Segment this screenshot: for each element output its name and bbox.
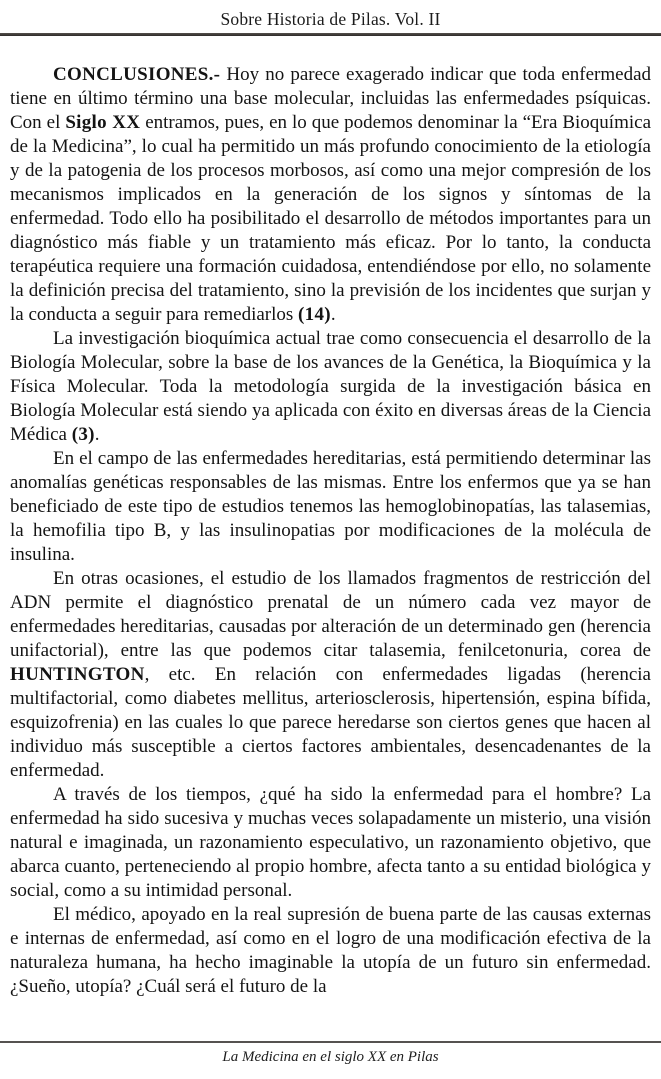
header-divider	[0, 33, 661, 36]
paragraph	[10, 903, 651, 999]
paragraph	[10, 447, 651, 567]
paragraph	[10, 567, 651, 783]
text-run: entramos, pues, en lo que podemos denominar la “Era Bioquímica de la Medicina”, lo cual ha permitido un más profundo conocimiento de la etiología y de la patogenia de los procesos morbosos, así como una mejor compresión de los mecanismos implicados en la generación de los signos y síntomas de la enfermedad. Todo ello ha posibilitado el desarrollo de métodos importantes para un diagnóstico más fiable y un tratamiento más eficaz. Por lo tanto, la conducta terapéutica requiere una formación cuidadosa, entendiéndose por ello, no solamente la definición precisa del tratamiento, sino la previsión de los incidentes que surjan y la conducta a seguir para remediarlos	[10, 112, 652, 325]
bold-text-run: Siglo XX	[65, 112, 141, 133]
text-run: .	[94, 424, 100, 445]
bold-text-run: HUNTINGTON	[10, 664, 145, 685]
text-run: Hoy no parece exagerado indicar que toda enfermedad tiene en último término una base molecular, incluidas las enfermedades psíquicas. Con el	[10, 64, 651, 133]
text-run: En otras ocasiones, el estudio de los llamados fragmentos de restricción del ADN permite el diagnóstico prenatal de un número cada vez mayor de enfermedades hereditarias, causadas por alteración de un determinado gen (herencia unifactorial), entre las que podemos citar talasemia, fenilcetonuria, corea de	[10, 568, 651, 661]
page-header-title: Sobre Historia de Pilas. Vol. II	[220, 9, 441, 29]
text-run: El médico, apoyado en la real supresión de buena parte de las causas externas e internas de enfermedad, así como en el logro de una modificación efectiva de la naturaleza humana, ha hecho imaginable la utopía de un futuro sin enfermedad. ¿Sueño, utopía? ¿Cuál será el futuro de la	[10, 904, 651, 997]
text-run: , etc. En relación con enfermedades ligadas (herencia multifactorial, como diabetes mellitus, arteriosclerosis, hipertensión, espina bífida, esquizofrenia) en las cuales lo que parece heredarse son ciertos genes que hacen al individuo más susceptible a ciertos factores ambientales, desencadenantes de la enfermedad.	[10, 664, 651, 781]
text-run: La investigación bioquímica actual trae como consecuencia el desarrollo de la Biología Molecular, sobre la base de los avances de la Genética, la Bioquímica y la Física Molecular. Toda la metodología surgida de la investigación básica en Biología Molecular está siendo ya aplicada con éxito en diversas áreas de la Ciencia Médica	[10, 328, 651, 445]
paragraph	[10, 327, 651, 447]
body-text	[10, 63, 651, 999]
text-run: A través de los tiempos, ¿qué ha sido la enfermedad para el hombre? La enfermedad ha sido sucesiva y muchas veces solapadamente un misterio, una visión natural e imaginada, un razonamiento especulativo, un razonamiento objetivo, que abarca cuanto, perteneciendo al propio hombre, afecta tanto a su entidad biológica y social, como a su intimidad personal.	[10, 784, 651, 901]
text-run: En el campo de las enfermedades hereditarias, está permitiendo determinar las anomalías genéticas responsables de las mismas. Entre los enfermos que ya se han beneficiado de este tipo de estudios tenemos las hemoglobinopatías, las talasemias, la hemofilia tipo B, y las insulinopatias por modificaciones de la molécula de insulina.	[10, 448, 651, 565]
paragraph	[10, 63, 651, 327]
page-footer-caption: La Medicina en el siglo XX en Pilas	[222, 1049, 439, 1065]
bold-text-run: (14)	[298, 304, 331, 325]
text-run: .	[330, 304, 336, 325]
bold-text-run: (3)	[71, 424, 95, 445]
paragraph	[10, 783, 651, 903]
bold-text-run: CONCLUSIONES.-	[53, 64, 221, 85]
footer-divider	[0, 1041, 661, 1043]
